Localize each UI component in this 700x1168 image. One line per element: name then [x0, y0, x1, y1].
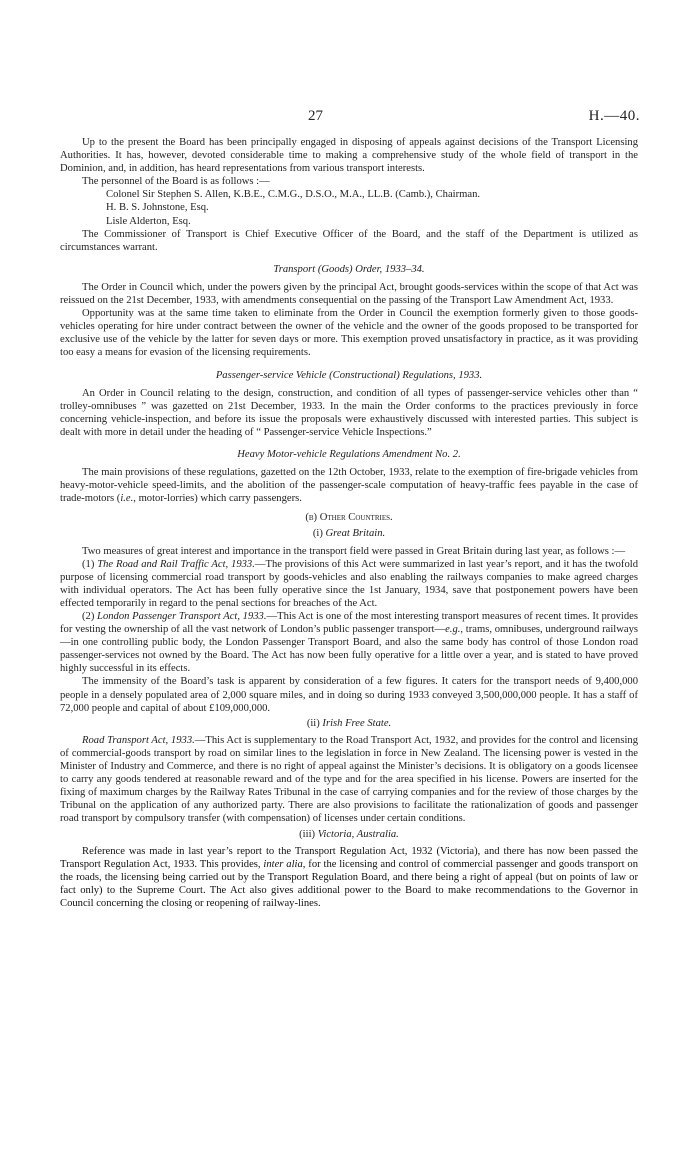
document-reference: H.—40.	[588, 108, 640, 124]
paragraph-text: Reference was made in last year’s report to the Transport Regulation Act, 1932 (Victoria), and there has now been passed the Transport Regulation Act, 1933. This provides,	[60, 845, 638, 870]
italic-abbreviation: i.e.	[120, 493, 134, 505]
section-heading-psv-regulations: Passenger-service Vehicle (Constructional) Regulations, 1933.	[215, 369, 483, 381]
italic-abbreviation: e.g.	[445, 624, 461, 636]
heavy-vehicle-paragraph	[60, 466, 638, 505]
great-britain-item-2	[60, 610, 638, 675]
great-britain-item-1	[60, 558, 638, 610]
item-text: , trams, omnibuses, underground railways—in one controlling public body, the London Passenger Transport Board, and also the same body has control of those London road passenger-services not owned by the Board. The Act has now been fully operative for a little over a year, and is stated to have proved highly successful in its effects.	[60, 624, 638, 675]
great-britain-paragraph-last: The immensity of the Board’s task is apparent by consideration of a few figures. It caters for the transport needs of 9,400,000 people in a densely populated area of 2,000 square miles, and in doing so during 1933 conveyed 3,500,000,000 people. It has a staff of 72,000 people and capital of about £109,000,000.	[60, 676, 638, 714]
paragraph-text: The main provisions of these regulations, gazetted on the 12th October, 1933, relate to the exemption of fire-brigade vehicles from heavy-motor-vehicle speed-limits, and the abolition of the passenger-scale computation of heavy-traffic fees payable in the case of trade-motors (	[60, 467, 638, 505]
subsection-heading-victoria	[60, 828, 638, 841]
subsection-name: Great Britain.	[325, 528, 386, 540]
page-body	[60, 108, 638, 910]
board-members-list	[60, 188, 638, 227]
subsection-name: Irish Free State.	[322, 717, 392, 729]
goods-order-paragraph-2: Opportunity was at the same time taken to eliminate from the Order in Council the exemption formerly given to those goods-vehicles operating for hire under contract between the owner of the vehicle and the owner of the goods proposed to be transported for exclusive use of the vehicle by the latter for seven days or more. This exemption proved unsatisfactory in practice, as it was providing too easy a means for evasion of the licensing requirements.	[60, 308, 638, 359]
irish-free-state-paragraph	[60, 734, 638, 826]
subsection-heading-great-britain	[60, 527, 638, 540]
intro-paragraph-3: The Commissioner of Transport is Chief Executive Officer of the Board, and the staff of the Department is utilized as circumstances warrant.	[60, 228, 638, 253]
item-number: (1)	[82, 558, 95, 570]
item-number: (2)	[82, 611, 95, 622]
subsection-name: Victoria, Australia.	[317, 828, 399, 840]
section-heading-goods-order: Transport (Goods) Order, 1933–34.	[273, 263, 425, 275]
act-title: London Passenger Transport Act, 1933.	[97, 611, 267, 622]
paragraph-text: —This Act is supplementary to the Road Transport Act, 1932, and provides for the control and licensing of commercial-goods transport by road on similar lines to the legislation in force in New Zealand. The licensing power is vested in the Minister of Industry and Commerce, and there is no right of appeal against the Minister’s decisions. It is obligatory on a goods licensee to carry any goods tendered at reasonable reward and of the type and for the area specified in his license. Powers are inserted for the fixing of maximum charges by the Railway Rates Tribunal in the case of carrying companies and for the review of those charges by the Tribunal on the application of any authorized party. There are also provisions to facilitate the rationalization of goods and passenger road transport by compulsory transfer (with compensation) of licenses under certain conditions.	[60, 734, 638, 825]
page-number: 27	[308, 108, 323, 124]
great-britain-paragraph-1: Two measures of great interest and importance in the transport field were passed in Great Britain during last year, as follows :—	[82, 545, 626, 557]
paragraph-text: , for the licensing and control of commercial passenger and goods transport on the roads, the licensing being carried out by the Transport Regulation Board, and there being a right of appeal (but on points of law or fact only) to the Supreme Court. The Act also gives additional power to the Board to make recommendations to the Governor in Council concerning the closing or reopening of railway-lines.	[60, 858, 639, 909]
act-title: The Road and Rail Traffic Act, 1933.	[97, 558, 255, 570]
subsection-number: (ii)	[306, 717, 320, 729]
subsection-number: (iii)	[299, 828, 316, 840]
act-title: Road Transport Act, 1933.	[82, 734, 195, 746]
intro-paragraph-1: Up to the present the Board has been principally engaged in disposing of appeals against decisions of the Transport Licensing Authorities. It has, however, devoted considerable time to making a comprehensive study of the whole field of transport in the Dominion, and, in addition, has heard representations from various transport interests.	[60, 137, 638, 175]
section-heading-heavy-vehicle-regulations: Heavy Motor-vehicle Regulations Amendment No. 2.	[237, 448, 461, 460]
subsection-heading-irish-free-state	[60, 717, 638, 730]
board-member: Lisle Alderton, Esq.	[106, 215, 191, 227]
board-member: Colonel Sir Stephen S. Allen, K.B.E., C.M.G., D.S.O., M.A., LL.B. (Camb.), Chairman.	[106, 189, 481, 201]
victoria-paragraph	[60, 845, 638, 910]
item-text: —This Act is one of the most interesting transport measures of recent times. It provides for vesting the ownership of all the vast network of London’s public passenger transport—	[60, 611, 638, 636]
psv-regulations-paragraph: An Order in Council relating to the design, construction, and condition of all types of passenger-service vehicles other than “ trolley-omnibuses ” was gazetted on 21st December, 1933. In the main the Order conforms to the practices previously in force concerning vehicle-inspection, and before its issue the proposals were exhaustively discussed with interested parties. This subject is dealt with more in detail under the heading of “ Passenger-service Vehicle Inspections.”	[60, 387, 638, 438]
section-heading-other-countries: (b) Other Countries.	[305, 512, 393, 524]
latin-phrase: inter alia	[263, 858, 303, 870]
item-text: —The provisions of this Act were summarized in last year’s report, and it has the twofold purpose of licensing commercial road transport by goods-vehicles and also enabling the railways companies to make agreed charges with individual operators. The Act has been fully operative since the 1st January, 1934, save that postponement powers have been effected temporarily in regard to the penal sections for breaches of the Act.	[60, 558, 638, 609]
subsection-number: (i)	[312, 528, 323, 540]
intro-paragraph-2: The personnel of the Board is as follows :—	[82, 176, 270, 188]
paragraph-text: , motor-lorries) which carry passengers.	[133, 493, 302, 505]
board-member: H. B. S. Johnstone, Esq.	[106, 202, 209, 214]
goods-order-paragraph-1: The Order in Council which, under the powers given by the principal Act, brought goods-services within the scope of that Act was reissued on the 21st December, 1933, with amendments consequential on the passing of the Transport Law Amendment Act, 1933.	[60, 281, 638, 307]
